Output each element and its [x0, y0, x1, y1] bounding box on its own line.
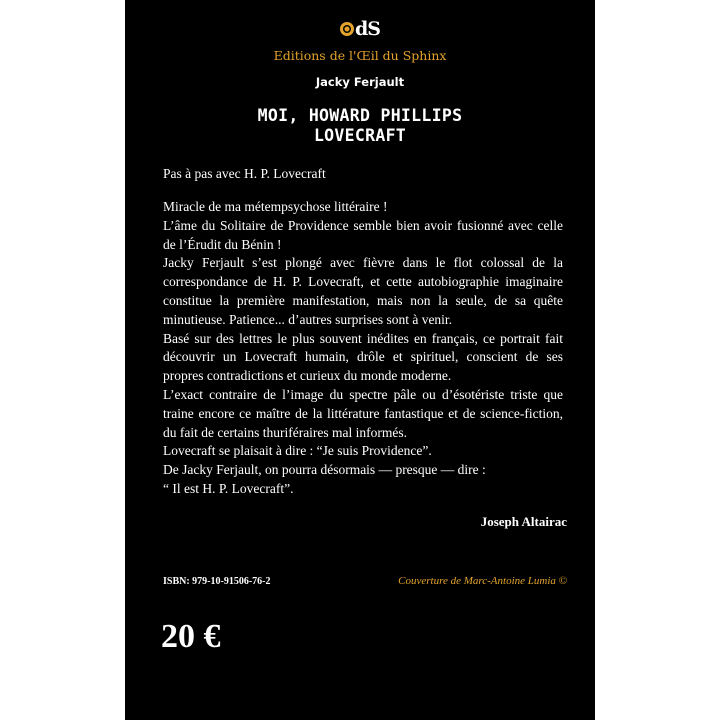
isbn: ISBN: 979-10-91506-76-2 [163, 576, 271, 587]
blurb-paragraph: Basé sur des lettres le plus souvent inédites en français, ce portrait fait découvrir un Lovecraft humain, drôle et spirituel, conscient de ses propres contradictions et curieux du monde moderne. [163, 330, 563, 384]
subtitle: Pas à pas avec H. P. Lovecraft [163, 166, 326, 181]
book-title [125, 106, 595, 146]
blurb-paragraph: Miracle de ma métempsychose littéraire ! [163, 199, 388, 214]
blurb-paragraph: De Jacky Ferjault, on pourra désormais — presque — dire : [163, 462, 486, 478]
blurb-signature: Joseph Altairac [480, 514, 567, 529]
blurb-paragraph: Jacky Ferjault s’est plongé avec fièvre dans le flot colossal de la correspondance de H. P. Lovecraft, et cette autobiographie imaginaire constitue la première manifestation, mais non la seule, de sa quête minutieuse. Patience... d’autres surprises sont à venir. [163, 255, 563, 327]
author-name: Jacky Ferjault [315, 75, 405, 89]
eye-icon [340, 22, 354, 36]
blurb-paragraph: L’exact contraire de l’image du spectre pâle ou d’ésotériste triste que traine encore ce maître de la littérature fantastique et de science-fiction, du fait de certains thuriféraires mal informés. [163, 386, 563, 440]
publisher-logo [125, 18, 595, 40]
blurb-paragraph: “ Il est H. P. Lovecraft”. [163, 480, 294, 496]
title-line-2: LOVECRAFT [313, 126, 407, 145]
blurb-paragraph: L’âme du Solitaire de Providence semble bien avoir fusionné avec celle de l’Érudit du Bénin ! [163, 217, 563, 252]
title-line-1: MOI, HOWARD PHILLIPS [257, 106, 463, 125]
price: 20 € [161, 618, 221, 655]
logo-letters: dS [354, 18, 380, 40]
book-back-cover [125, 0, 595, 720]
publisher-name: Editions de l'Œil du Sphinx [273, 48, 447, 63]
ods-logo-mark [340, 18, 380, 40]
cover-credit: Couverture de Marc-Antoine Lumia © [398, 575, 567, 587]
blurb [163, 198, 563, 499]
blurb-paragraph: Lovecraft se plaisait à dire : “Je suis Providence”. [163, 443, 432, 459]
